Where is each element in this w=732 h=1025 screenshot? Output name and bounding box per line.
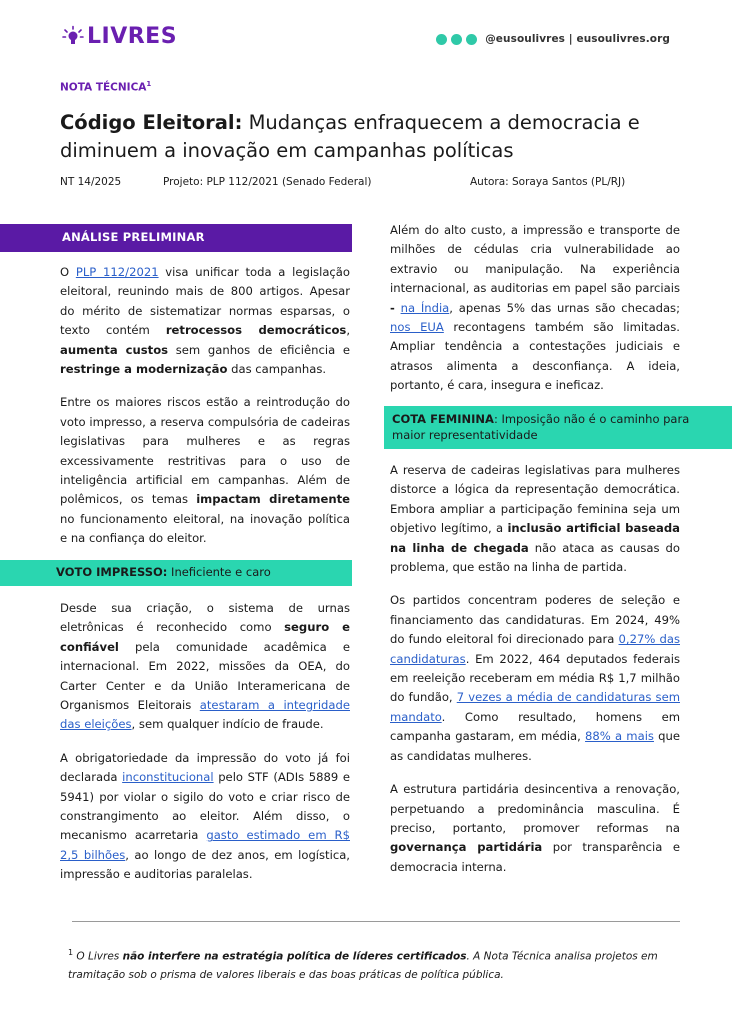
- social-handle: @eusoulivres | eusoulivres.org: [485, 33, 670, 45]
- link-plp[interactable]: PLP 112/2021: [75, 265, 159, 279]
- doc-author: Autora: Soraya Santos (PL/RJ): [470, 176, 626, 188]
- doc-kicker: [60, 80, 151, 94]
- link-media[interactable]: 7 vezes a média de candidaturas sem mandato: [390, 690, 680, 724]
- link-candidaturas[interactable]: 0,27% das candidaturas: [390, 632, 680, 666]
- right-column-bottom: [390, 461, 680, 891]
- lightbulb-icon: [62, 25, 84, 49]
- paragraph-partidos: Os partidos concentram poderes de seleção e financiamento das candidaturas. Em 2024, 49% do fundo eleitoral foi direcionado para 0,27% das candidaturas. Em 2022, 464 deputados federais em reeleição receberam em média R$ 1,7 milhão do fundão, 7 vezes a média de candidaturas sem mandato. Como resultado, homens em campanha gastaram, em média, 88% a mais que as candidatas mulheres.: [390, 593, 681, 763]
- paragraph-estrutura: A estrutura partidária desincentiva a renovação, perpetuando a predominância masculina. É preciso, portanto, promover reformas na governança partidária por transparência e democracia interna.: [390, 782, 680, 874]
- paragraph-reserva: A reserva de cadeiras legislativas para mulheres distorce a lógica da representação democrática. Embora ampliar a participação feminina seja um objetivo legítimo, a inclusão artificial baseada na linha de chegada não ataca as causas do problema, que estão na linha de partida.: [390, 463, 680, 575]
- logo-text: LIVRES: [87, 24, 178, 49]
- link-gasto[interactable]: gasto estimado em R$ 2,5 bilhões: [60, 828, 350, 862]
- doc-project: Projeto: PLP 112/2021 (Senado Federal): [163, 176, 372, 188]
- footer-divider: [72, 921, 680, 922]
- left-column-top: [60, 263, 350, 563]
- kicker-text: NOTA TÉCNICA: [60, 81, 147, 94]
- instagram-icon[interactable]: [451, 34, 462, 45]
- left-column-bottom: [60, 599, 350, 899]
- kicker-footnote-ref: 1: [146, 80, 152, 88]
- paragraph-obrigatoriedade: A obrigatoriedade da impressão do voto já foi declarada inconstitucional pelo STF (ADIs 5889 e 5941) por violar o sigilo do voto e criar risco de constrangimento ao eleitor. Além disso, o mecanismo acarretaria gasto estimado em R$ 2,5 bilhões, ao longo de dez anos, em logística, impressão e auditorias paralelas.: [60, 750, 350, 882]
- title-rest: Mudanças enfraquecem a democracia e diminuem a inovação em campanhas políticas: [60, 111, 640, 162]
- right-column-top: [390, 221, 680, 410]
- social-links: [436, 33, 670, 45]
- paragraph-urnas: Desde sua criação, o sistema de urnas eletrônicas é reconhecido como seguro e confiável pela comunidade acadêmica e internacional. Em 2022, missões da OEA, do Carter Center e da União Interamericana de Organismos Eleitorais atestaram a integridade das eleições, sem qualquer indício de fraude.: [60, 601, 350, 732]
- section-bar-cota-feminina: COTA FEMININA: Imposição não é o caminho para maior representatividade: [384, 406, 732, 449]
- livres-logo: [62, 24, 177, 49]
- paragraph-custo: Além do alto custo, a impressão e transporte de milhões de cédulas cria vulnerabilidade ao extravio ou manipulação. Na experiência internacional, as auditorias em papel são parciais - na Índia, apenas 5% das urnas são checadas; nos EUA recontagens também são limitadas. Ampliar tendência a contestações judiciais e atrasos alimenta a desconfiança. A ideia, portanto, é cara, insegura e ineficaz.: [390, 223, 681, 393]
- title-bold: Código Eleitoral:: [60, 111, 243, 134]
- doc-number: NT 14/2025: [60, 176, 122, 188]
- footnote: $^1$ O Livres não interfere na estratégia política de líderes certificados. A Nota Técnica analisa projetos em tramitação sob o prisma de valores liberais e das boas práticas de política pública.: [68, 948, 658, 981]
- paragraph-intro: O PLP 112/2021 visa unificar toda a legislação eleitoral, reunindo mais de 800 artigos. Apesar do mérito de sistematizar normas esparsas, o texto contém retrocessos democráticos, aumenta custos sem ganhos de eficiência e restringe a modernização das campanhas.: [60, 265, 351, 377]
- page-title: [60, 109, 680, 165]
- link-inconstitucional[interactable]: inconstitucional: [122, 770, 214, 785]
- twitter-icon[interactable]: [466, 34, 477, 45]
- whatsapp-icon[interactable]: [436, 34, 447, 45]
- section-bar-voto-impresso: VOTO IMPRESSO: Ineficiente e caro: [0, 560, 352, 586]
- paragraph-riscos: Entre os maiores riscos estão a reintrodução do voto impresso, a reserva compulsória de cadeiras legislativas para mulheres e as regras excessivamente restritivas para o uso de inteligência artificial em campanhas. Além de polêmicos, os temas impactam diretamente no funcionamento eleitoral, na inovação política e na confiança do eleitor.: [60, 395, 350, 546]
- link-integridade[interactable]: atestaram a integridade das eleições: [60, 698, 350, 732]
- link-india[interactable]: na Índia: [400, 300, 450, 315]
- section-bar-analise: ANÁLISE PRELIMINAR: [0, 224, 352, 252]
- link-eua[interactable]: nos EUA: [390, 320, 444, 335]
- link-88[interactable]: 88% a mais: [585, 729, 654, 744]
